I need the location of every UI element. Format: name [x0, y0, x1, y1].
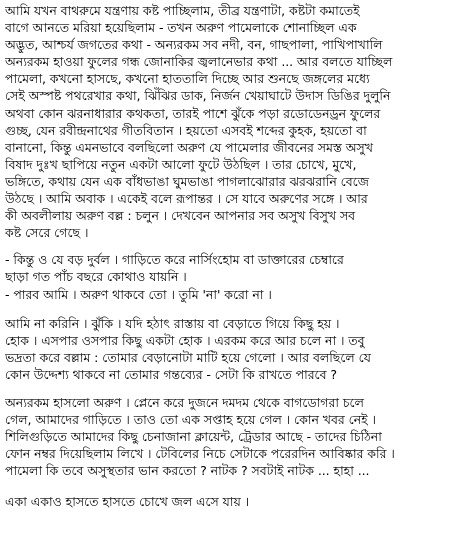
text-line: অথবা কোন ঝরনাধারার কথকতা, তারই পাশে ঝুঁকে পড়া রডোডেনড্রন ফুলের: [5, 105, 381, 121]
text-line: বাগে আনতে মরিয়া হয়েছিলাম - তখন অরুণ পামেলাকে শোনাচ্ছিল এক: [5, 20, 357, 36]
text-line: কোন উদ্দেশ্য থাকবে না তোমার গন্তব্যের - সেটা কি রাখতে পারবে ?: [5, 366, 337, 382]
text-line: বিষাদ দুঃখ ছাপিয়ে নতুন একটা আলো ফুটে উঠছিল । তার চোখে, মুখে,: [5, 156, 357, 172]
text-line: গেল, আমাদের গাড়িতে । তাও তো এক সপ্তাহ হয়ে গেল । কোন খবর নেই ।: [5, 412, 376, 428]
text-line: অদ্ভুত, আশ্চর্য জগতের কথা - অন্যরকম সব নদী, বন, গাছপালা, পাখিপাখালি: [5, 37, 383, 53]
paragraph-5: [5, 493, 452, 510]
text-line: হোক । এসপার ওসপার কিছু একটা হোক । এরকম করে আর চলে না । তবু: [5, 332, 365, 348]
text-line: উঠছে । আমি অবাক । একেই বলে রূপান্তর । সে যাবে অরুণের সঙ্গে । আর: [5, 191, 368, 207]
paragraph-gap: [5, 303, 452, 315]
text-line: কষ্ট সেরে গেছে ।: [5, 225, 89, 241]
text-line: সেই অস্পষ্ট পথরেখার কথা, ঝিঁঝির ডাক, নির্জন খেয়াঘাটে উদাস ডিঙির দুলুনি: [5, 88, 391, 104]
text-line: একা একাও হাসতে হাসতে চোখে জল এসে যায় ।: [5, 494, 250, 510]
text-line: পামেলা কি তবে অসুস্থতার ভান করতো ? নাটক ? সবটাই নাটক ... হাহা ...: [5, 463, 370, 479]
text-line: শিলিগুড়িতে আমাদের কিছু চেনাজানা ক্লায়েন্ট, ট্রেডার আছে - তাদের চিঠিনা: [5, 429, 382, 445]
text-line: বানানো, কিন্তু এমনভাবে বলছিলো অরুণ যে পামেলার জীবনের সমস্ত অসুখ: [5, 139, 373, 155]
text-line: ভঙ্গিতে, কথায় যেন এক বাঁধভাঙা ঘুমভাঙা পাগলাঝোরার ঝরঝরানি বেজে: [5, 173, 369, 189]
text-line: গুচ্ছ, যেন রবীন্দ্রনাথের গীতবিতান । হয়তো এসবই শব্দের কুহক, হয়তো বা: [5, 122, 367, 138]
paragraph-1: [5, 2, 452, 241]
text-line: - কিন্তু ও যে বড় দুর্বল । গাড়িতে করে নার্সিংহোম বা ডাক্তারের চেম্বারে: [5, 252, 344, 268]
text-line: ভদ্রতা করে বল্লাম : তোমার বেড়ানোটা মাটি হয়ে গেলো । আর বলছিলে যে: [5, 349, 371, 365]
text-line: ছাড়া গত পাঁচ বছরে কোথাও যায়নি ।: [5, 269, 187, 285]
text-line: অন্যরকম হাওয়া ফুলের গন্ধ জোনাকির জ্বলানেভার কথা ... আর বলতে যাচ্ছিল: [5, 54, 393, 70]
text-line: পামেলা, কখনো হাসছে, কখনো হাততালি দিচ্ছে আর শুনছে জঙ্গলের মধ্যে: [5, 71, 370, 87]
text-line: ফোন নম্বর দিয়েছিলাম লিখে । টেবিলের নিচে সেটাকে পরেরদিন আবিষ্কার করি ।: [5, 446, 395, 462]
paragraph-gap: [5, 383, 452, 394]
paragraph-4: [5, 394, 452, 479]
text-line: - পারব আমি । অরুণ থাকবে তো । তুমি 'না' করো না ।: [5, 286, 272, 302]
text-line: আমি যখন বাথরুমে যন্ত্রণায় কষ্ট পাচ্ছিলাম, তীব্র যন্ত্রণাটা, কষ্টটা কমাতেই: [5, 3, 360, 18]
text-line: অন্যরকম হাসলো অরুণ । প্লেনে করে দুজনে দমদম থেকে বাগডোগরা চলে: [5, 394, 364, 410]
paragraph-3: [5, 315, 452, 383]
text-line: আমি না করিনি । ঝুঁকি । যদি হঠাৎ রাস্তায় বা বেড়াতে গিয়ে কিছু হয় ।: [5, 315, 340, 331]
text-line: কী অবলীলায় অরুণ বল্ল : চলুন । দেখবেন আপনার সব অসুখ বিসুখ সব: [5, 208, 356, 224]
paragraph-gap: [5, 479, 452, 493]
paragraph-gap: [5, 241, 452, 251]
paragraph-2: [5, 251, 452, 302]
